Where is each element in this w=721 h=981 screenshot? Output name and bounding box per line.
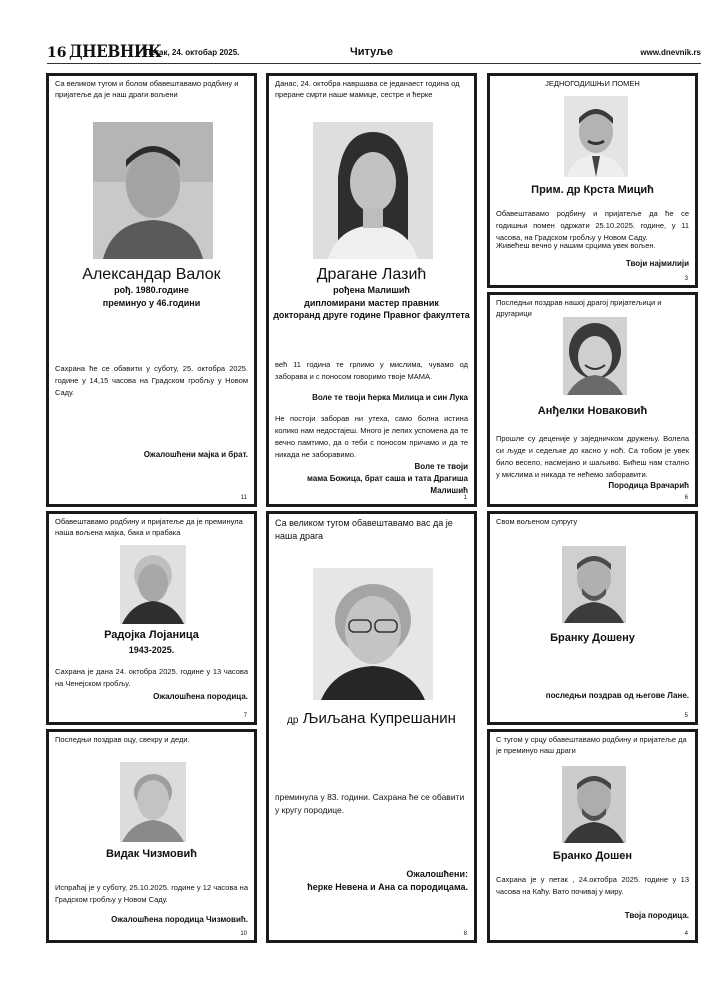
details — [269, 284, 474, 322]
ad-code: 6 — [684, 495, 688, 501]
portrait-photo — [562, 766, 626, 843]
ad-code: 5 — [684, 713, 688, 719]
signature: последњи поздрав од његове Лане. — [545, 691, 689, 700]
portrait-photo — [120, 762, 186, 842]
obituary-body: Сахрана је дана 24. октобра 2025. године у 13 часова на Ченејском гробљу. — [55, 667, 248, 688]
website-link[interactable]: www.dnevnik.rs — [640, 48, 701, 57]
portrait-photo — [562, 546, 626, 623]
signature: Породица Врачарић — [608, 481, 689, 490]
portrait-photo — [120, 545, 186, 624]
signature: Ожалошћена породица Чизмовић. — [111, 915, 248, 924]
obituary-intro: Обавештавамо родбину и пријатеље да је преминула наша вољена мајка, бака и прабака — [55, 517, 243, 537]
obituary-micic — [487, 73, 698, 288]
obituary-lazic — [266, 73, 477, 507]
detail-line: рођена Малишић — [333, 285, 410, 295]
obituary-body: Не постоји заборав ни утеха, само болна истина колико нам недостајеш. Много је лепих успомена да те вечно памтимо, да о теби с поносом причамо и да те никада не заборавимо. — [275, 414, 468, 459]
ad-code: 4 — [684, 931, 688, 937]
deceased-name: Александар Валок — [82, 266, 221, 283]
obituary-kupresanin — [266, 511, 477, 943]
obituary-body: Испраћај је у суботу, 25.10.2025. године у 12 часова на Градском гробљу у Новом Саду. — [55, 883, 248, 904]
portrait-photo — [563, 317, 627, 395]
issue-date: Петак, 24. октобар 2025. — [145, 48, 240, 57]
deceased-name: Видак Чизмовић — [105, 848, 197, 860]
obituary-intro: Данас, 24. октобра навршава се једанаест година од преране смрти наше мамице, сестре и ћерке — [275, 79, 460, 99]
life-years: 1943-2025. — [128, 645, 175, 655]
ad-code: 3 — [684, 276, 688, 282]
obituary-intro: Последњи поздрав нашој драгој пријатељици и другарици — [496, 298, 662, 318]
signature: Ожалошћени мајка и брат. — [143, 450, 248, 459]
details — [49, 284, 254, 309]
newspaper-logo: ДНЕВНИК — [69, 42, 162, 62]
ad-code: 8 — [463, 931, 467, 937]
obituary-intro: Последњи поздрав оцу, свекру и деди. — [55, 735, 190, 744]
ad-code: 11 — [240, 495, 247, 501]
page-number: 16 — [47, 45, 67, 61]
name-text: Љиљана Купрешанин — [302, 710, 456, 727]
obituary-body: већ 11 година те грлимо у мислима, чувамо од заборава и с поносом говоримо твоје МАМА. — [275, 360, 468, 381]
signature: ћерке Невена и Ана са породицама. — [307, 882, 468, 892]
ad-code: 7 — [243, 713, 247, 719]
obituary-intro: С тугом у срцу обавештавамо родбину и пријатеље да је преминуо наш драги — [496, 735, 687, 755]
portrait-photo — [313, 568, 433, 700]
obituary-body: Живећеш вечно у нашим срцима увек вољен. — [496, 241, 656, 250]
obituary-body: преминула у 83. години. Сахрана ће се обавити у кругу породице. — [275, 792, 465, 815]
signature: Ожалошћени: — [406, 869, 468, 879]
title-prefix: др — [287, 715, 299, 726]
obituary-intro: Са великом тугом обавештавамо вас да је наша драга — [275, 518, 453, 542]
obituary-dosen — [487, 729, 698, 943]
obituary-novakovic — [487, 292, 698, 507]
deceased-name: Драгане Лазић — [316, 266, 427, 283]
obituary-body: Сахрана је у петак , 24.октобра 2025. године у 13 часова на Каћу. Вато почивај у миру. — [496, 875, 689, 896]
portrait-photo — [313, 122, 433, 259]
signature: Ожалошћена породица. — [153, 692, 248, 701]
ad-code: 10 — [240, 931, 247, 937]
deceased-name: Бранку Дошену — [550, 632, 635, 644]
deceased-name — [269, 710, 474, 727]
signature: Твоји најмилији — [625, 259, 689, 268]
obituary-dosen-spouse — [487, 511, 698, 725]
detail-line: рођ. 1980.године — [114, 285, 189, 295]
obituary-body: Обавештавамо родбину и пријатеље да ће се годишњи помен одржати 25.10.2025. године, у 11 часова, на Градском гробљу у Новом Саду. — [496, 209, 689, 242]
obituary-body: Сахрана ће се обавити у суботу, 25. октобра 2025. године у 14,15 часова на Градском гробљу у Новом Саду. — [55, 364, 248, 397]
page-header — [47, 42, 701, 64]
detail-line: дипломирани мастер правник — [304, 297, 439, 308]
obituary-intro: Са великом тугом и болом обавештавамо родбину и пријатеље да је наш драги вољени — [55, 79, 239, 99]
obituary-lojanica — [46, 511, 257, 725]
detail-line: докторанд друге године Правног факултета — [273, 310, 470, 321]
signature: Воле те твоји ћерка Милица и син Лука — [312, 393, 468, 402]
portrait-photo — [93, 122, 213, 259]
deceased-name: Анђелки Новаковић — [537, 405, 648, 417]
obituary-intro: Свом вољеном супругу — [496, 517, 578, 526]
signature: Твоја породица. — [624, 911, 689, 920]
obituary-valok — [46, 73, 257, 507]
signature: Воле те твоји — [414, 462, 468, 471]
ad-code: 1 — [463, 495, 467, 501]
obituary-cizmovic — [46, 729, 257, 943]
portrait-photo — [564, 96, 628, 177]
deceased-name: Прим. др Крста Мицић — [531, 184, 654, 196]
obituary-body: Прошле су деценије у заједничком дружењу. Волела си људе и седељке до касно у ноћ. Са тобом је увек било весело, насмејано и шаљиво. Бићеш нам стално у мислима и никада те нећемо заборавити. — [496, 434, 689, 479]
section-title: Читуље — [350, 46, 394, 58]
detail-line: преминуо у 46.години — [102, 297, 201, 308]
signature: мама Божица, брат саша и тата Драгиша Малишић — [306, 474, 468, 495]
deceased-name: Радојка Лојаница — [104, 629, 199, 641]
obituary-intro: ЈЕДНОГОДИШЊИ ПОМЕН — [545, 79, 640, 88]
deceased-name: Бранко Дошен — [552, 850, 633, 862]
